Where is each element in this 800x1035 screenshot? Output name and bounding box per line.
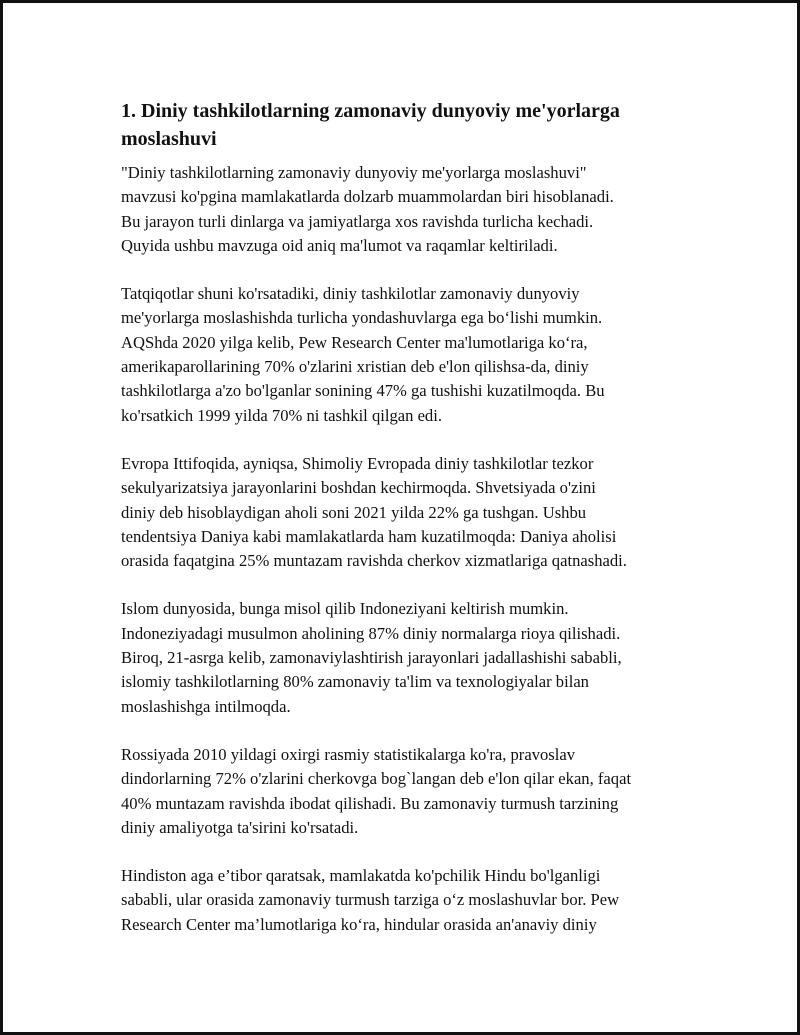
paragraph-europe: Evropa Ittifoqida, ayniqsa, Shimoliy Evropada diniy tashkilotlar tezkor sekulyarizatsiya jarayonlarini boshdan kechirmoqda. Shvetsiyada o'zini diniy deb hisoblaydigan aholi soni 2021 yilda 22% ga tushgan. Ushbu tendentsiya Daniya kabi mamlakatlarda ham kuzatilmoqda: Daniya aholisi orasida faqatgina 25% muntazam ravishda cherkov xizmatlariga qatnashadi.: [121, 453, 627, 571]
paragraph-russia: Rossiyada 2010 yildagi oxirgi rasmiy statistikalarga ko'ra, pravoslav dindorlarning 72% o'zlarini cherkovga bog`langan deb e'lon qilar ekan, faqat 40% muntazam ravishda ibodat qilishadi. Bu zamonaviy turmush tarzining diniy amaliyotga ta'sirini ko'rsatadi.: [121, 744, 632, 837]
paragraph-islam-indonesia: Islom dunyosida, bunga misol qilib Indoneziyani keltirish mumkin. Indoneziyadagi musulmon aholining 87% diniy normalarga rioya qilishadi. Biroq, 21-asrga kelib, zamonaviylashtirish jarayonlari jadallashishi sababli, islomiy tashkilotlarning 80% zamonaviy ta'lim va texnologiyalar bilan moslashishga intilmoqda.: [121, 599, 622, 716]
paragraph-india: Hindiston aga e’tibor qaratsak, mamlakatda ko'pchilik Hindu bo'lganligi sababli, ular orasida zamonaviy turmush tarziga o‘z moslashuvlar bor. Pew Research Center ma’lumotlariga ko‘ra, hindular orasida an'anaviy diniy: [121, 866, 620, 934]
paragraph-usa: Tatqiqotlar shuni ko'rsatadiki, diniy tashkilotlar zamonaviy dunyoviy me'yorlarga moslashishda turlicha yondashuvlarga ega bo‘lishi mumkin. AQShda 2020 yilga kelib, Pew Research Center ma'lumotlariga ko‘ra, amerikaparollarining 70% o'zlarini xristian deb e'lon qilishsa-da, diniy tashkilotlarga a'zo bo'lganlar sonining 47% ga tushishi kuzatilmoqda. Bu ko'rsatkich 1999 yilda 70% ni tashkil qilgan edi.: [121, 284, 605, 425]
paragraph-intro: "Diniy tashkilotlarning zamonaviy dunyoviy me'yorlarga moslashuvi" mavzusi ko'pgina mamlakatlarda dolzarb muammolardan biri hisoblanadi. Bu jarayon turli dinlarga va jamiyatlarga xos ravishda turlicha kechadi. Quyida ushbu mavzuga oid aniq ma'lumot va raqamlar keltiriladi.: [121, 163, 614, 255]
section-heading: 1. Diniy tashkilotlarning zamonaviy dunyoviy me'yorlarga moslashuvi: [121, 100, 620, 150]
document-body: [121, 97, 691, 961]
